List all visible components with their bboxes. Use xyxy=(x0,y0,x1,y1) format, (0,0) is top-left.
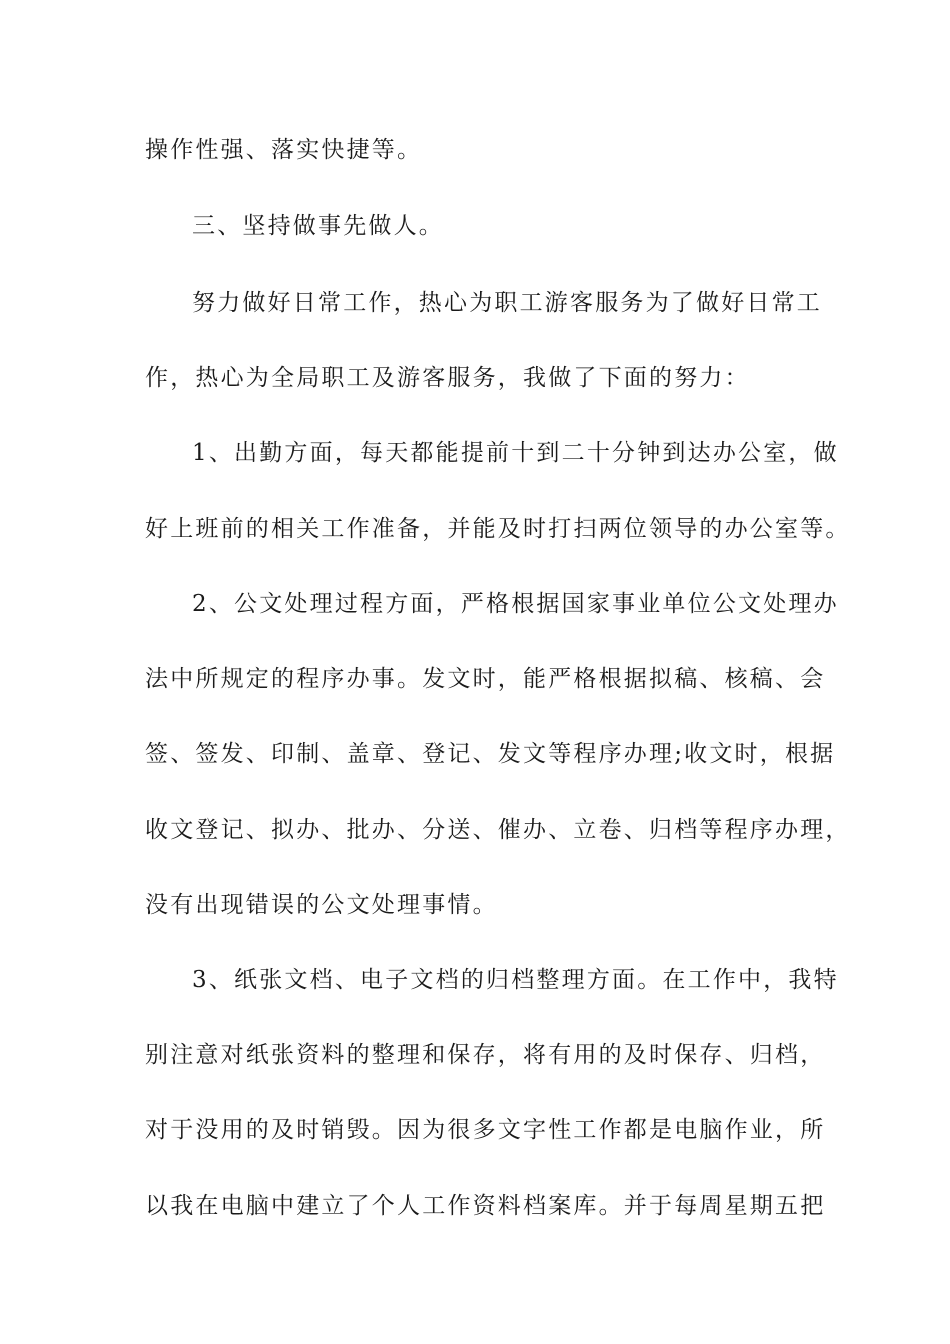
section-heading: 三、坚持做事先做人。 xyxy=(192,213,444,239)
text-line: 以我在电脑中建立了个人工作资料档案库。并于每周星期五把 xyxy=(145,1193,826,1219)
text-line: 操作性强、落实快捷等。 xyxy=(145,137,423,163)
text-line: 3、纸张文档、电子文档的归档整理方面。在工作中，我特 xyxy=(192,967,839,993)
text-line: 2、公文处理过程方面，严格根据国家事业单位公文处理办 xyxy=(192,591,839,617)
text-line: 对于没用的及时销毁。因为很多文字性工作都是电脑作业，所 xyxy=(145,1117,826,1143)
text-line: 作，热心为全局职工及游客服务，我做了下面的努力： xyxy=(145,365,750,391)
text-line: 好上班前的相关工作准备，并能及时打扫两位领导的办公室等。 xyxy=(145,516,851,542)
text-line: 收文登记、拟办、批办、分送、催办、立卷、归档等程序办理， xyxy=(145,817,851,843)
text-line: 别注意对纸张资料的整理和保存，将有用的及时保存、归档， xyxy=(145,1042,826,1068)
text-line: 努力做好日常工作，热心为职工游客服务为了做好日常工 xyxy=(192,290,822,316)
text-line: 签、签发、印制、盖章、登记、发文等程序办理;收文时，根据 xyxy=(145,741,836,767)
text-line: 1、出勤方面，每天都能提前十到二十分钟到达办公室，做 xyxy=(192,440,839,466)
text-line: 法中所规定的程序办事。发文时，能严格根据拟稿、核稿、会 xyxy=(145,666,826,692)
text-line: 没有出现错误的公文处理事情。 xyxy=(145,892,498,918)
